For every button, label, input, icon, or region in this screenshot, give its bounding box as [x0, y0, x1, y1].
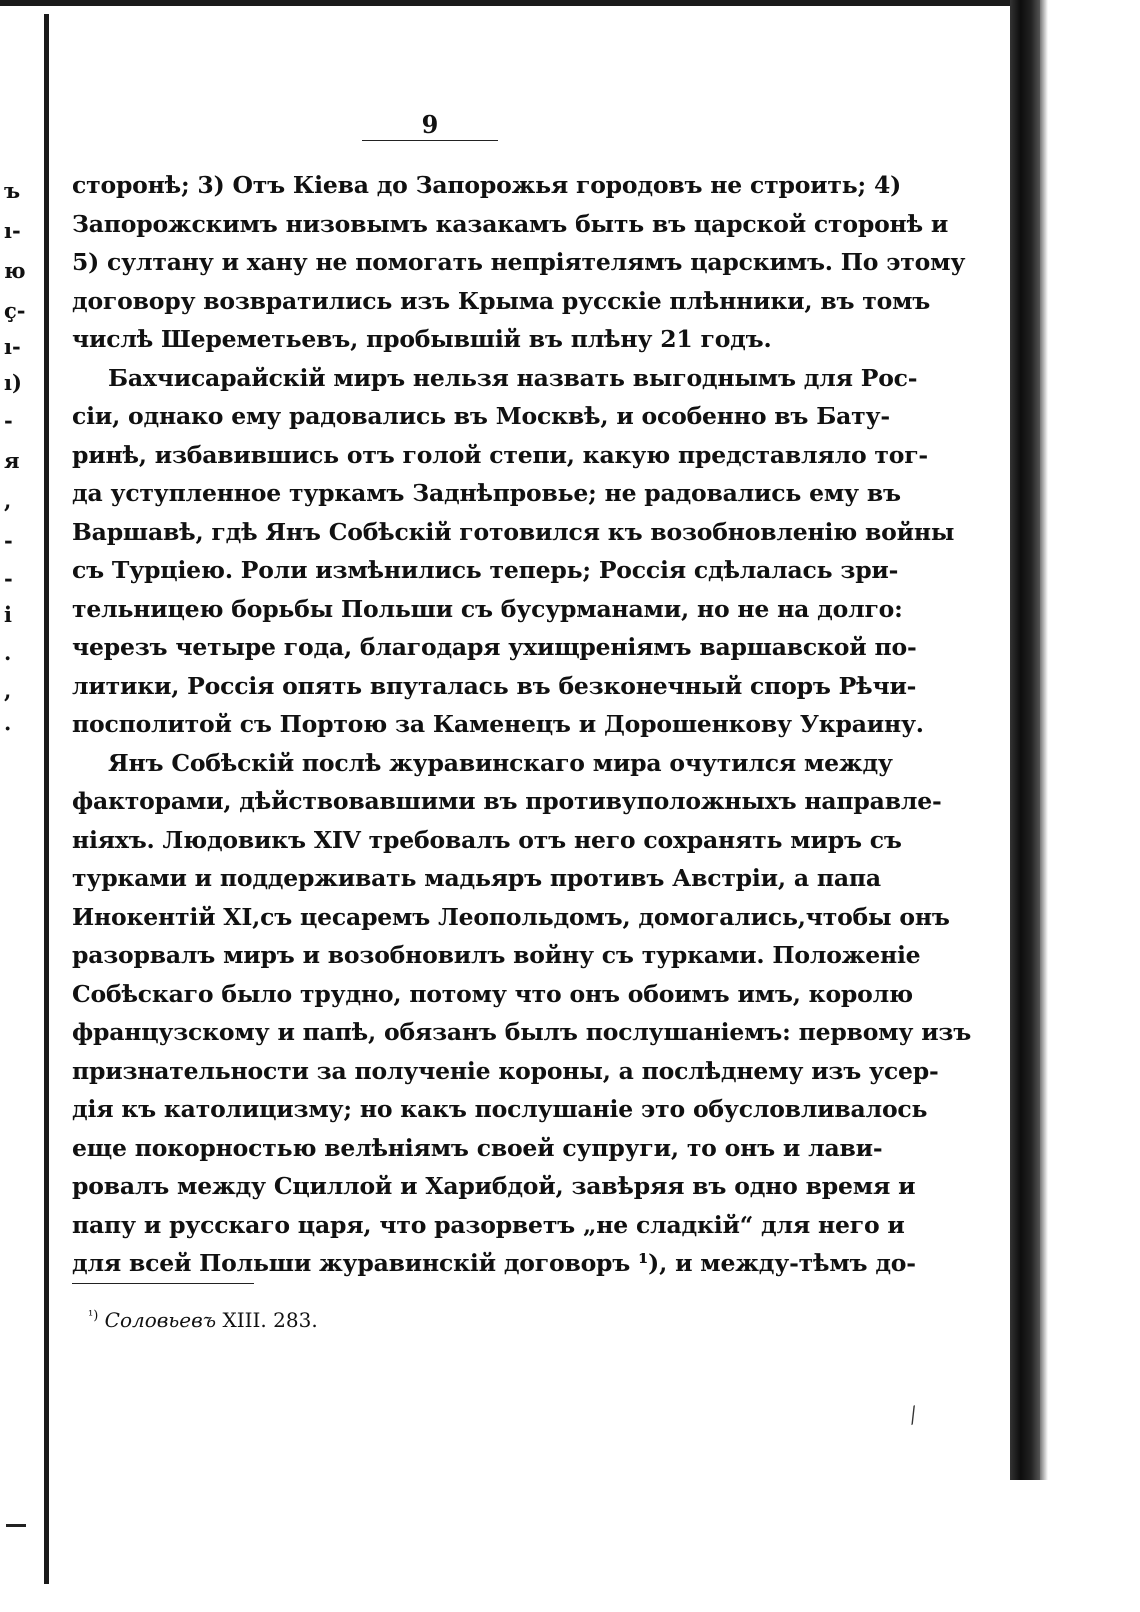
margin-fragment: - [4, 528, 13, 553]
text-line: съ Турціею. Роли измѣнились теперь; Россія сдѣлалась зри- [72, 556, 899, 584]
margin-fragment: я [4, 448, 20, 473]
text-line: ніяхъ. Людовикъ XIV требовалъ отъ него сохранять миръ съ [72, 825, 902, 854]
margin-mark [6, 1524, 26, 1527]
text-line: разорвалъ миръ и возобновилъ войну съ турками. Положеніе [72, 941, 921, 969]
margin-fragment: і [4, 602, 12, 627]
text-line: ринѣ, избавившись отъ голой степи, какую представляло тог- [72, 440, 928, 469]
margin-fragment: ю [4, 258, 26, 283]
footnote-reference: XIII. 283. [222, 1308, 318, 1332]
text-line: Варшавѣ, гдѣ Янъ Собѣскій готовился къ возобновленію войны [72, 517, 955, 546]
text-line: папу и русскаго царя, что разорветъ „не сладкій“ для него и [72, 1210, 905, 1239]
text-line: черезъ четыре года, благодаря ухищреніямъ варшавской по- [72, 633, 917, 661]
text-line: Запорожскимъ низовымъ казакамъ быть въ царской сторонѣ и [72, 209, 949, 238]
text-line: турками и поддерживать мадьяръ противъ Австріи, а папа [72, 864, 881, 892]
margin-fragment: ъ [4, 178, 21, 203]
margin-fragment: - [4, 408, 13, 433]
margin-fragment: ı) [4, 370, 22, 395]
text-line: 5) султану и хану не помогать непріятелямъ царскимъ. По этому [72, 248, 966, 276]
binding-edge-right [1010, 0, 1040, 1480]
text-line: ровалъ между Сциллой и Харибдой, завѣряя въ одно время и [72, 1172, 916, 1200]
text-line: да уступленное туркамъ Заднѣпровье; не радовались ему въ [72, 479, 901, 507]
body-text [72, 166, 972, 1283]
text-line: факторами, дѣйствовавшими въ противуположныхъ направле- [72, 787, 942, 815]
text-line: еще покорностью велѣніямъ своей супруги, то онъ и лави- [72, 1133, 883, 1162]
margin-fragment: ç- [4, 298, 26, 323]
text-line: договору возвратились изъ Крыма русскіе плѣнники, въ томъ [72, 286, 931, 315]
text-line: числѣ Шереметьевъ, пробывшій въ плѣну 21 годъ. [72, 325, 772, 353]
margin-fragment: · [4, 716, 12, 741]
footnote-marker: ¹) [88, 1308, 99, 1324]
paragraph-start-line: Янъ Собѣскій послѣ журавинскаго мира очутился между [108, 748, 893, 777]
text-line: Собѣскаго было трудно, потому что онъ обоимъ имъ, королю [72, 979, 913, 1008]
margin-fragment: , [4, 488, 12, 513]
margin-fragment: ı- [4, 334, 21, 359]
binding-edge-left [44, 14, 49, 1584]
footnote-author: Соловьевъ [104, 1308, 217, 1332]
text-line: французскому и папѣ, обязанъ былъ послушаніемъ: первому изъ [72, 1018, 972, 1046]
text-line: для всей Польши журавинскій договоръ ¹), и между-тѣмъ до- [72, 1249, 916, 1277]
margin-fragment: , [4, 678, 12, 703]
text-line: дія къ католицизму; но какъ послушаніе это обусловливалось [72, 1095, 928, 1123]
binding-edge-right-fade [1040, 0, 1048, 1480]
page-number: 9 [421, 110, 439, 139]
stray-mark: ⁄ [906, 1404, 921, 1429]
page-number-rule [362, 140, 498, 141]
margin-fragment: ı- [4, 218, 21, 243]
text-line: сіи, однако ему радовались въ Москвѣ, и особенно въ Бату- [72, 402, 890, 430]
margin-fragment: - [4, 566, 13, 591]
text-line: признательности за полученіе короны, а послѣднему изъ усер- [72, 1056, 939, 1085]
page-top-border [0, 0, 1040, 6]
margin-fragment: . [4, 640, 12, 665]
text-line: посполитой съ Портою за Каменецъ и Дорошенкову Украину. [72, 710, 924, 738]
paragraph-start-line: Бахчисарайскій миръ нельзя назвать выгоднымъ для Рос- [108, 363, 918, 392]
footnote [88, 1308, 318, 1332]
text-line: литики, Россія опять впуталась въ безконечный споръ Рѣчи- [72, 671, 917, 700]
text-line: сторонѣ; 3) Отъ Кіева до Запорожья городовъ не строить; 4) [72, 171, 902, 199]
text-line: тельницею борьбы Польши съ бусурманами, но не на долго: [72, 594, 903, 623]
text-line: Инокентій XI,съ цесаремъ Леопольдомъ, домогались,чтобы онъ [72, 902, 950, 931]
footnote-rule [72, 1283, 254, 1284]
